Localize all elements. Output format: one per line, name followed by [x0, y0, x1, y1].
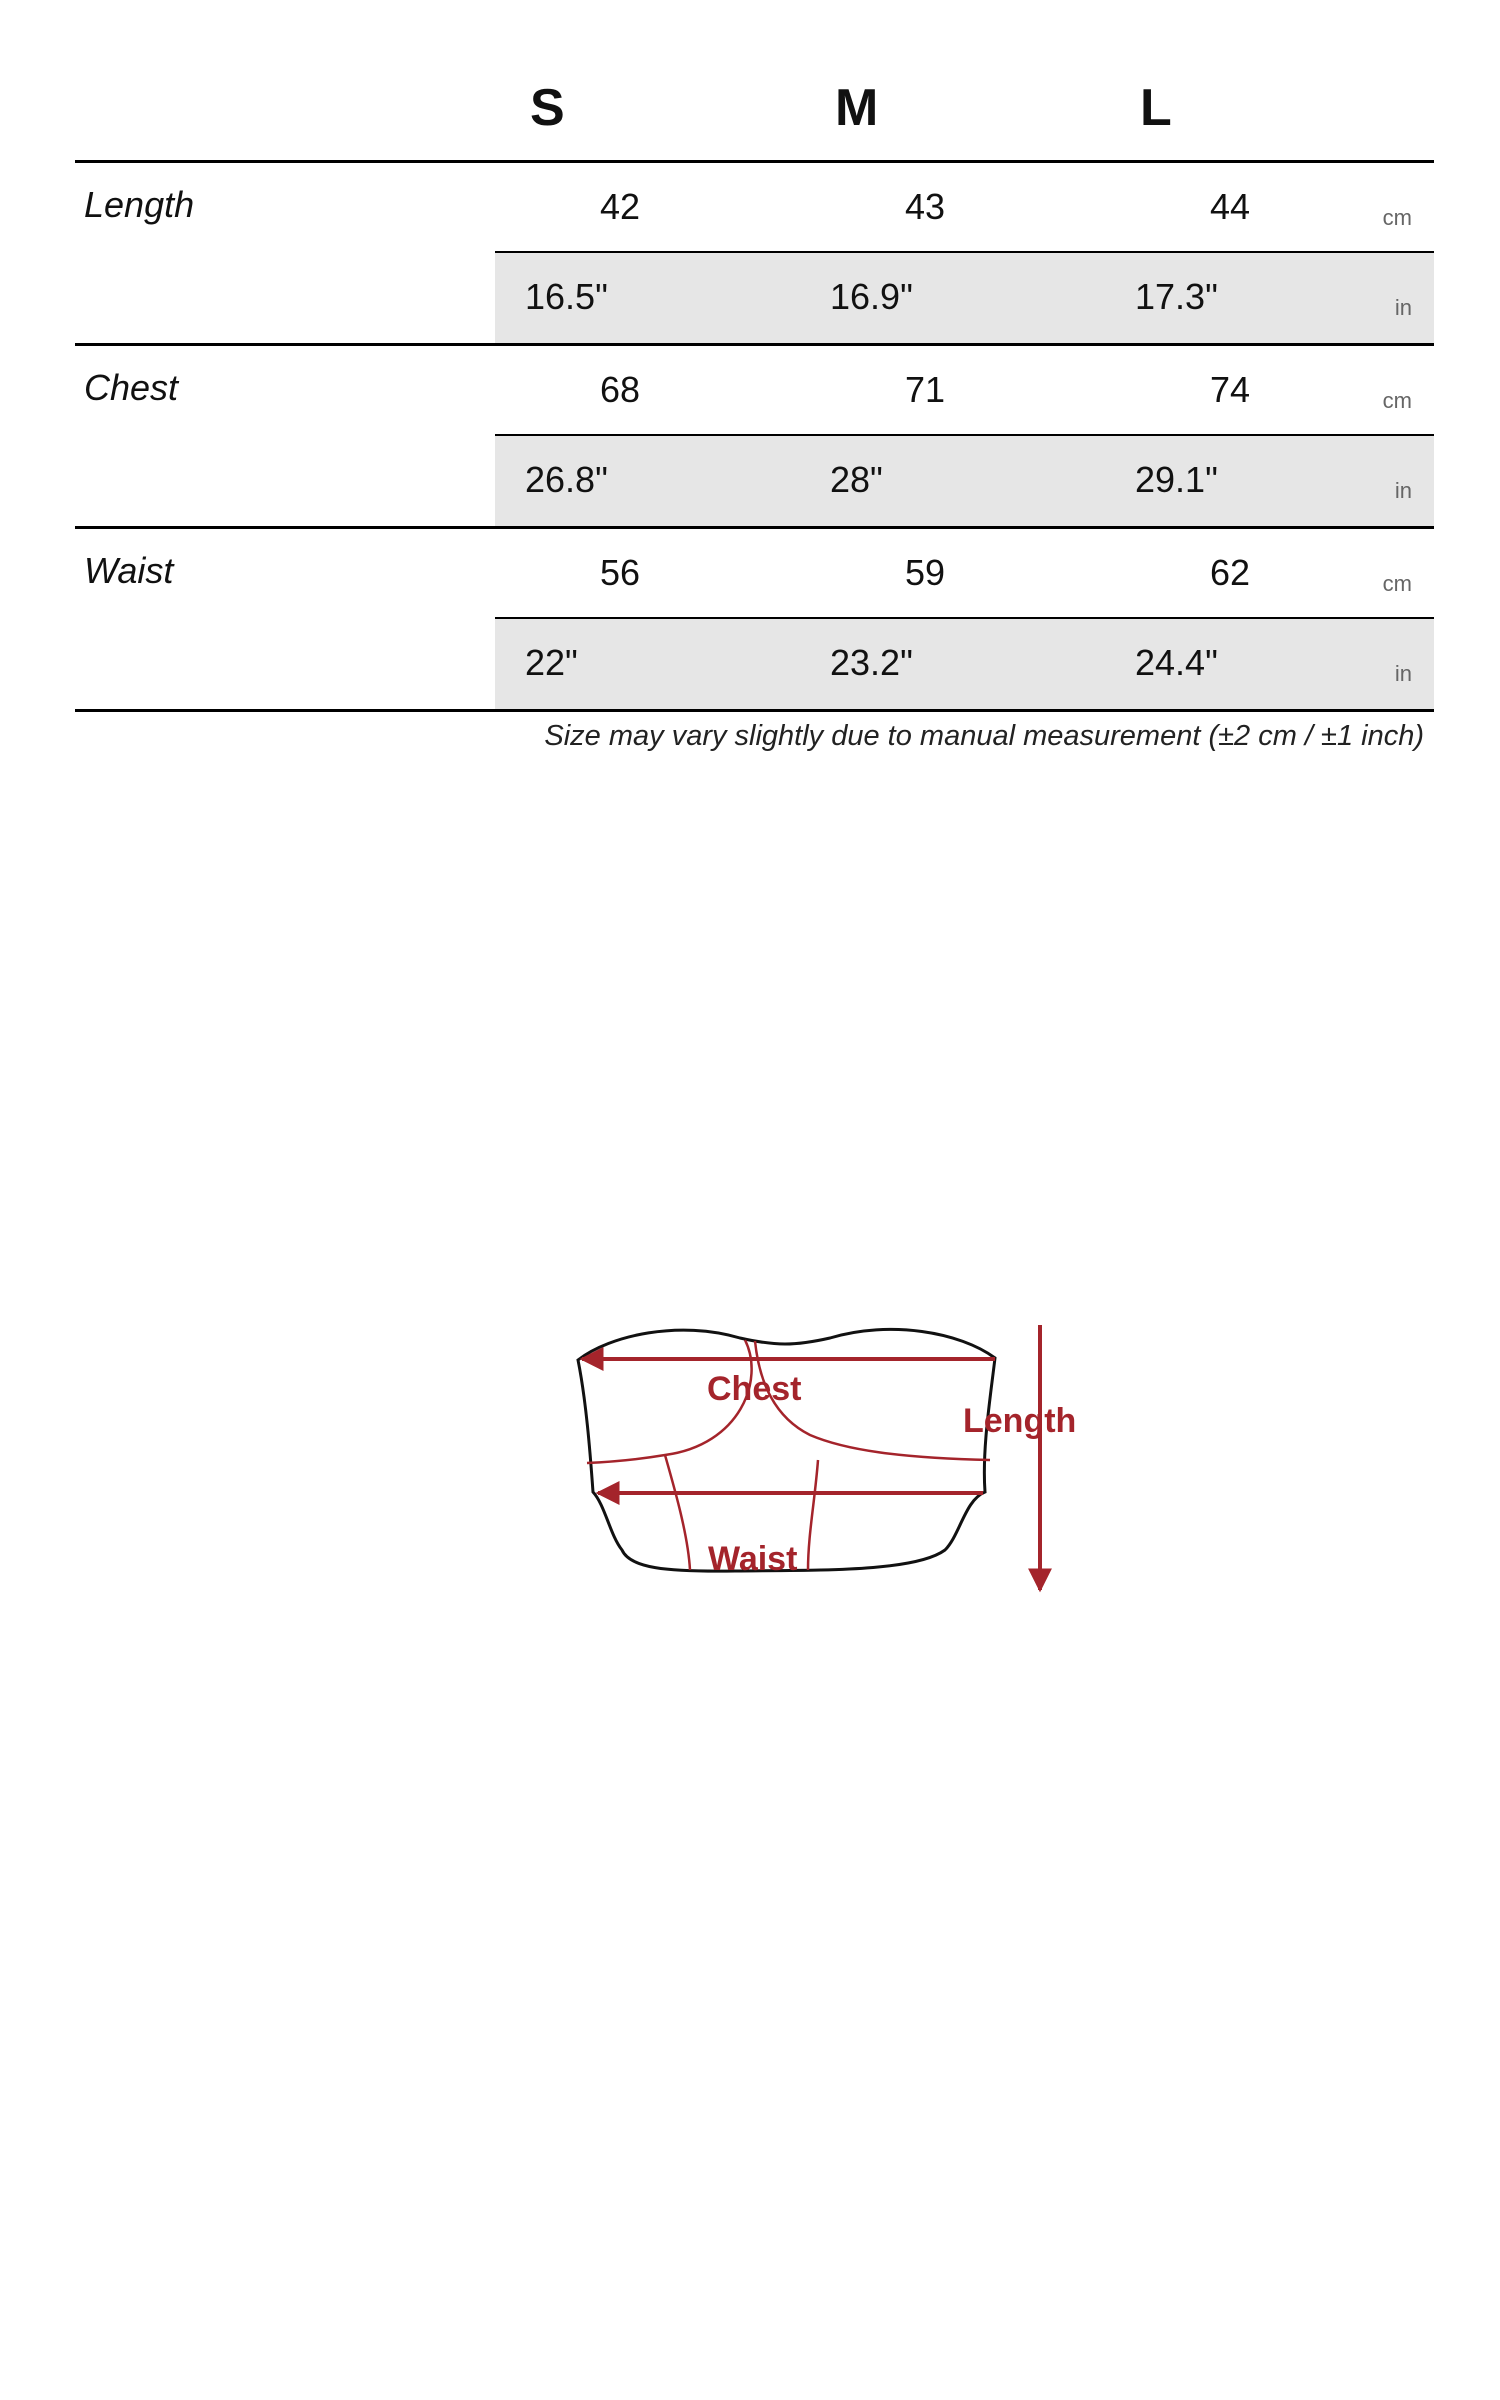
length-cm-m: 43 [905, 186, 946, 227]
unit-cm: cm [1382, 388, 1412, 413]
size-header-row [75, 60, 1434, 163]
waist-cm-m: 59 [905, 552, 946, 593]
chest-cm-l: 74 [1210, 369, 1251, 410]
row-label-length: Length [84, 184, 195, 225]
length-cm-l: 44 [1210, 186, 1251, 227]
unit-in: in [1394, 295, 1412, 320]
length-cm-s: 42 [600, 186, 641, 227]
chest-label: Chest [707, 1370, 802, 1408]
waist-in-l: 24.4" [1135, 642, 1218, 683]
waist-cm-l: 62 [1210, 552, 1251, 593]
garment-outline [578, 1329, 995, 1571]
unit-in: in [1394, 478, 1412, 503]
size-header-l: L [1140, 79, 1172, 137]
chest-row-group [75, 346, 1434, 529]
chest-in-l: 29.1" [1135, 459, 1218, 500]
unit-cm: cm [1382, 571, 1412, 596]
length-row-group [75, 163, 1434, 346]
length-in-s: 16.5" [525, 276, 608, 317]
measurement-note: Size may vary slightly due to manual measurement (±2 cm / ±1 inch) [544, 720, 1424, 752]
chest-in-row [495, 436, 1434, 526]
size-header-m: M [835, 79, 879, 137]
unit-in: in [1394, 661, 1412, 686]
waist-in-row [495, 619, 1434, 709]
chest-cm-row [495, 346, 1434, 436]
length-in-row [495, 253, 1434, 343]
length-cm-row [495, 163, 1434, 253]
waist-in-m: 23.2" [830, 642, 913, 683]
unit-cm: cm [1382, 205, 1412, 230]
row-label-waist: Waist [84, 550, 174, 591]
length-label: Length [963, 1402, 1077, 1440]
waist-row-group [75, 529, 1434, 712]
waist-label: Waist [708, 1540, 798, 1578]
chest-in-m: 28" [830, 459, 883, 500]
chest-cm-m: 71 [905, 369, 946, 410]
row-label-chest: Chest [84, 367, 179, 408]
size-chart-table [75, 60, 1434, 752]
waist-in-s: 22" [525, 642, 578, 683]
length-in-m: 16.9" [830, 276, 913, 317]
bustier-top-illustration [570, 1310, 1110, 1610]
garment-measurement-diagram [570, 1310, 1110, 1610]
chest-cm-s: 68 [600, 369, 641, 410]
length-in-l: 17.3" [1135, 276, 1218, 317]
chest-in-s: 26.8" [525, 459, 608, 500]
waist-cm-row [495, 529, 1434, 619]
size-header-s: S [530, 79, 565, 137]
waist-cm-s: 56 [600, 552, 641, 593]
